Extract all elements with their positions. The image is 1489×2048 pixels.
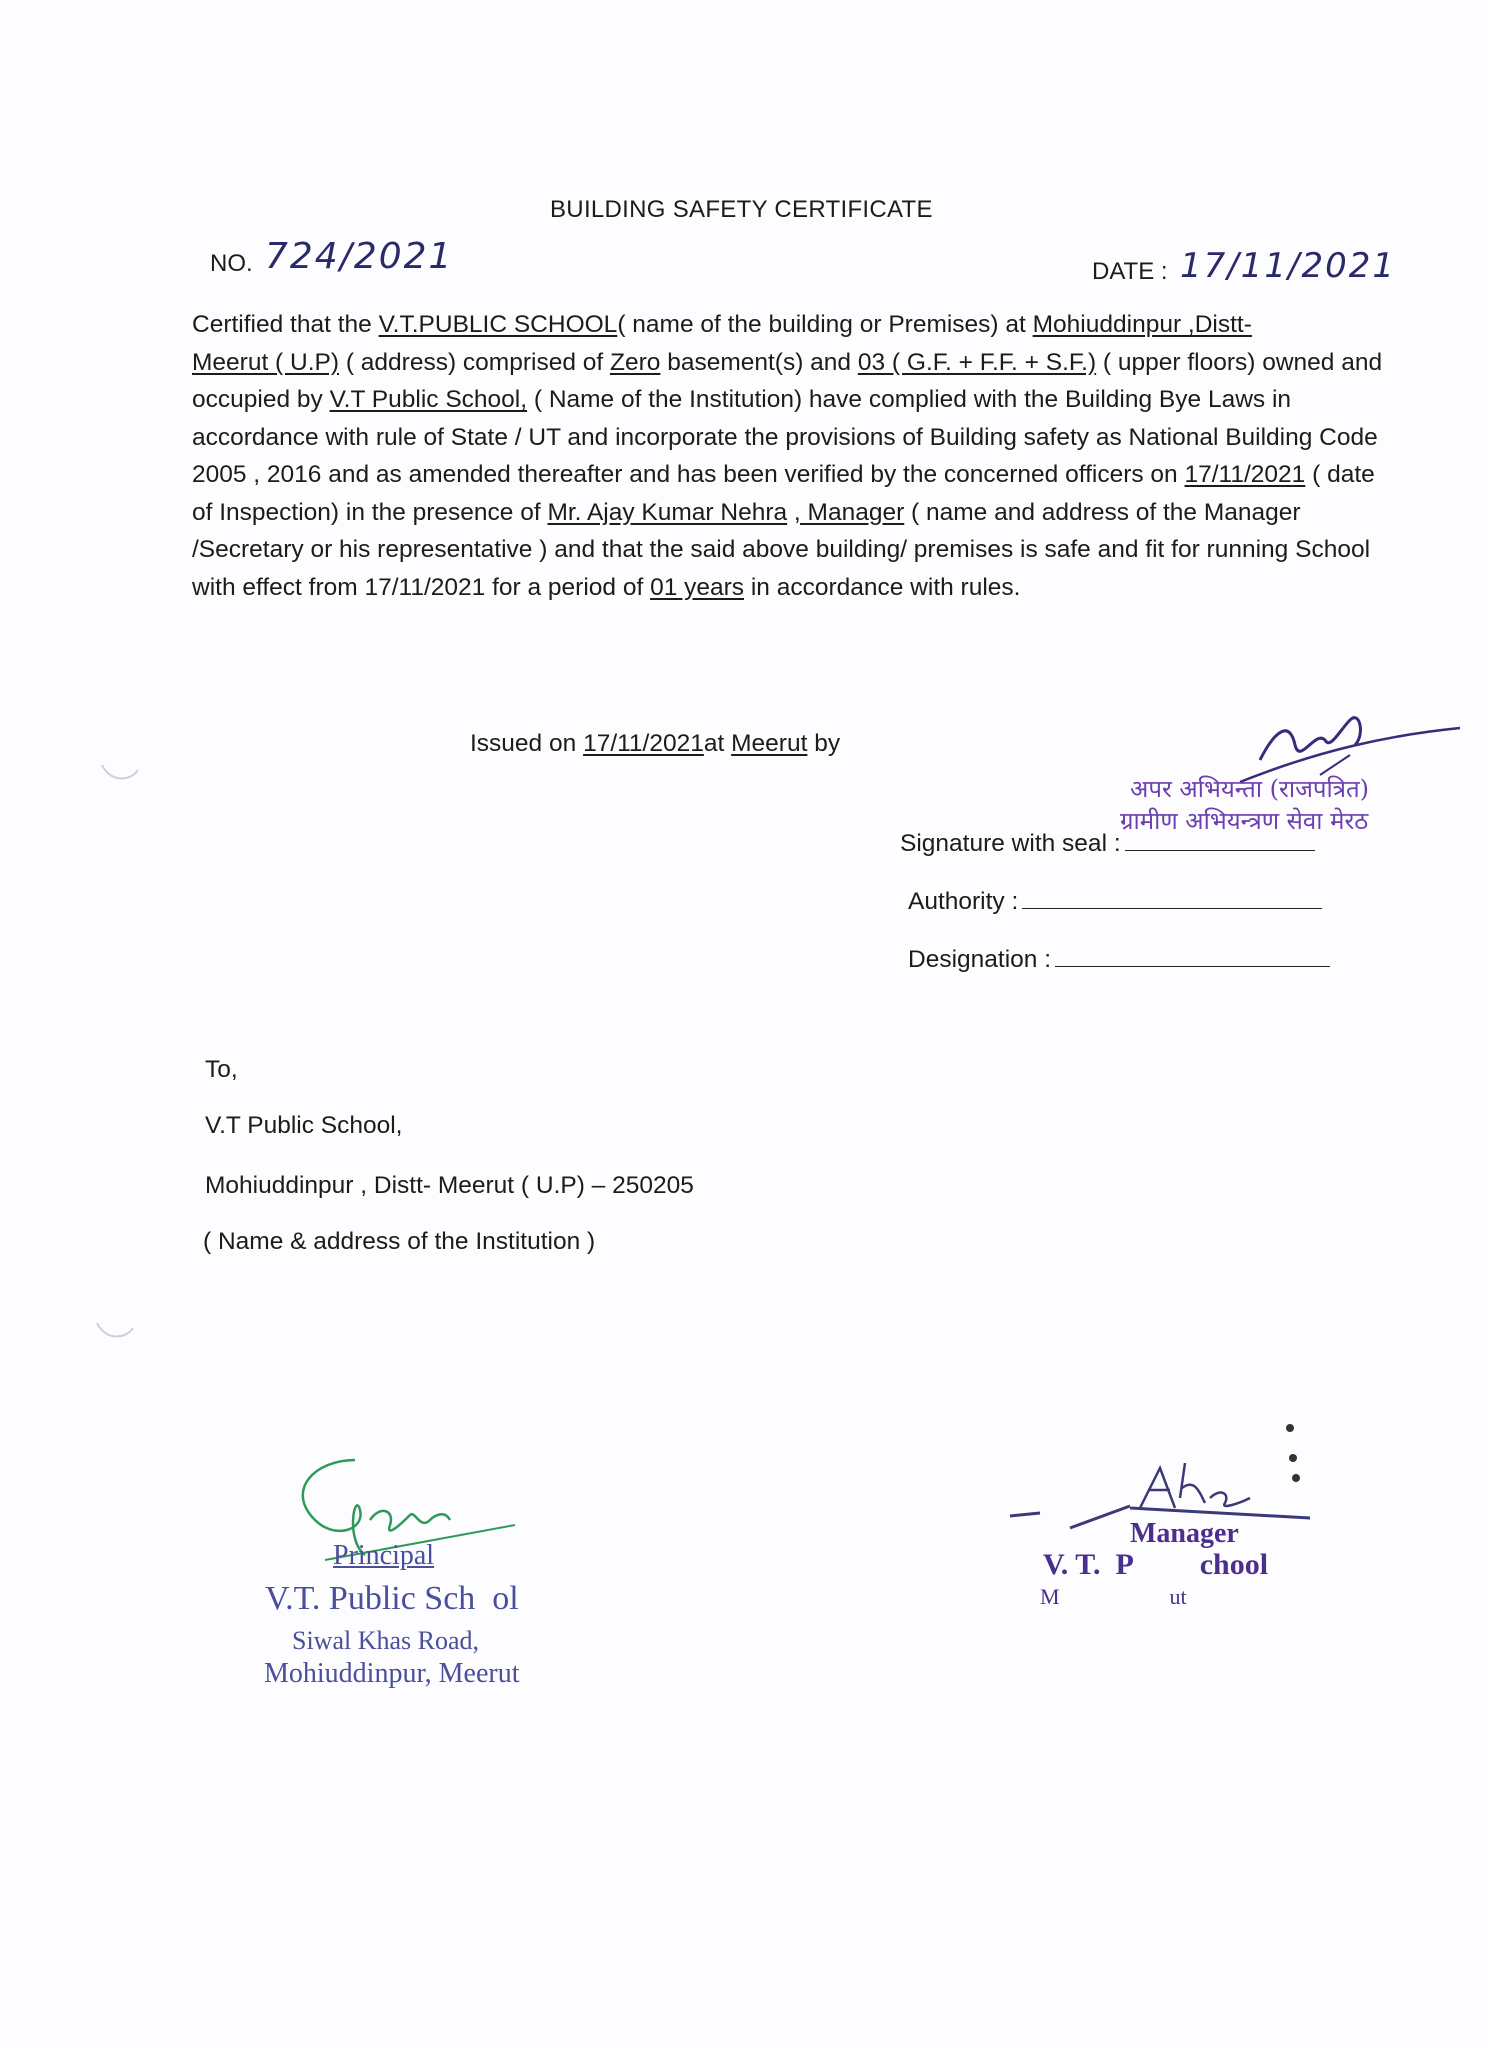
authority-line [1022,908,1322,909]
designation-line [1055,966,1330,967]
signature-row [900,830,1315,858]
signature-colon: : [1107,830,1121,857]
to-label: To, [205,1056,238,1083]
issued-date: 17/11/2021 [583,730,704,757]
document-title: BUILDING SAFETY CERTIFICATE [550,196,933,223]
certificate-date: 17/11/2021 [1180,246,1396,286]
school-name: V.T.PUBLIC SCHOOL [378,311,618,338]
punch-hole-mark-icon [95,1318,135,1348]
owner-name: V.T Public School, [329,386,528,413]
designation-label: Designation : [908,946,1052,973]
body-text: ( name and address of the Manager /Secretary or his representative ) and that the said above building/ premises is safe and fit for running School with effect from 17/11/2021 for a period of [192,498,1371,601]
address-part-2: Meerut ( U.P) [192,348,340,376]
basement-count: Zero [610,348,661,376]
body-text: ( address) comprised of [339,348,610,376]
principal-stamp-school: V.T. Public Sch ol [265,1580,519,1617]
authority-label: Authority : [908,888,1019,915]
punch-hole-mark-icon [100,760,140,790]
authority-row [908,888,1322,916]
principal-stamp-city: Mohiuddinpur, Meerut [264,1658,520,1689]
principal-stamp-title: Principal [333,1540,435,1571]
date-label: DATE : [1092,258,1168,285]
issued-text: by [807,730,841,757]
manager-stamp-title: Manager [1130,1518,1239,1549]
principal-stamp-road: Siwal Khas Road, [292,1626,480,1655]
address-part-1: Mohiuddinpur ,Distt- [1032,311,1252,338]
issued-place: Meerut [731,730,808,757]
body-text: ( date of Inspection) in the presence of [192,461,1375,526]
signature-label: Signature with seal [900,830,1108,857]
designation-row [908,946,1330,974]
body-text: basement(s) and [660,348,858,376]
floor-count: 03 ( G.F. + F.F. + S.F.) [857,348,1097,376]
body-text: ( name of the building or Premises) at [617,311,1033,338]
recipient-name: V.T Public School, [205,1112,403,1139]
body-text: Certified that the [192,311,379,338]
inspection-date: 17/11/2021 [1184,461,1306,488]
certificate-number: 724/2021 [265,236,454,277]
body-text: in accordance with rules. [744,573,1021,601]
manager-role: , Manager [793,498,905,526]
seal-line-1: अपर अभियन्ता (राजपत्रित) [1130,775,1370,803]
certificate-body [192,306,1387,606]
recipient-note: ( Name & address of the Institution ) [203,1228,596,1255]
body-text: ( Name of the Institution) have complied with the Building Bye Laws in accordance with rule of State / UT and incorporate the provisions of Building safety as National Building Code 2005 , 2016 and as amended thereafter and has been verified by the concerned officers on [192,386,1378,488]
issued-line [470,730,840,758]
seal-line-2: ग्रामीण अभियन्त्रण सेवा मेरठ [1120,807,1369,835]
signature-line [1125,850,1315,851]
manager-stamp-school: V. T. P chool [1043,1548,1269,1581]
manager-stamp-city: M ut [1040,1584,1187,1609]
issued-text: Issued on [470,730,584,757]
manager-name: Mr. Ajay Kumar Nehra [547,498,788,526]
issued-text: at [703,730,732,757]
validity-period: 01 years [650,573,745,601]
body-text: ( upper floors) owned and occupied by [192,348,1383,413]
number-label: NO. [210,250,253,277]
recipient-address: Mohiuddinpur , Distt- Meerut ( U.P) – 250205 [205,1172,694,1199]
